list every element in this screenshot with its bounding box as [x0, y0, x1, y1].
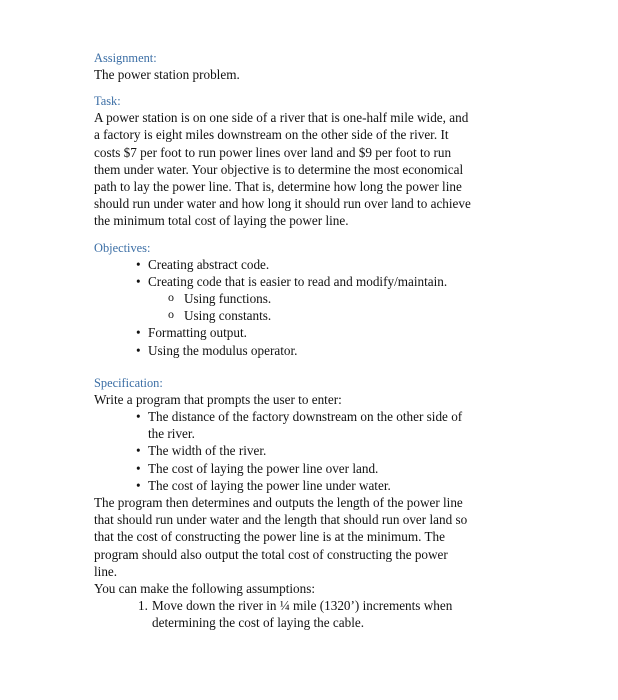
objective-subitem: o Using constants.	[168, 307, 474, 324]
objective-item-text: Creating code that is easier to read and modify/maintain.	[148, 273, 448, 289]
specification-heading: Specification:	[94, 375, 163, 390]
objectives-list	[94, 256, 474, 359]
objective-sublist	[148, 290, 474, 324]
assumptions-list	[94, 597, 474, 631]
assignment-heading: Assignment:	[94, 51, 157, 65]
specification-list	[94, 408, 474, 494]
specification-item: • The width of the river.	[136, 442, 474, 459]
assumption-text: Move down the river in ¼ mile (1320’) increments when determining the cost of laying the cable.	[152, 598, 453, 631]
task-text: A power station is on one side of a river that is one-half mile wide, and a factory is eight miles downstream on the other side of the river. It costs $7 per foot to run power lines over land and $9 per foot to run them under water. Your objective is to determine the most economical path to lay the power line. That is, determine how long the power line should run under water and how long it should run over land to achieve the minimum total cost of laying the power line.	[94, 110, 471, 229]
assumptions-intro: You can make the following assumptions:	[94, 581, 315, 597]
specification-item: • The cost of laying the power line under water.	[136, 477, 474, 494]
specification-intro: Write a program that prompts the user to enter:	[94, 391, 342, 407]
objective-subitem: o Using functions.	[168, 290, 474, 307]
objectives-heading: Objectives:	[94, 240, 151, 255]
assumption-number: 1.	[138, 598, 148, 614]
document-page	[94, 50, 474, 632]
task-heading: Task:	[94, 94, 121, 109]
assumption-item	[138, 597, 474, 631]
specification-item: • The distance of the factory downstream on the other side of the river.	[136, 408, 474, 442]
specification-body: The program then determines and outputs the length of the power line that should run under water and the length that should run over land so that the cost of constructing the power line is at the minimum. The program should also output the total cost of constructing the power line.	[94, 495, 468, 579]
objective-item: • Formatting output.	[136, 324, 474, 341]
objective-item	[136, 273, 474, 325]
objective-item: • Creating abstract code.	[136, 256, 474, 273]
assignment-text: The power station problem.	[94, 67, 240, 82]
objective-item: • Using the modulus operator.	[136, 342, 474, 359]
specification-item: • The cost of laying the power line over land.	[136, 460, 474, 477]
